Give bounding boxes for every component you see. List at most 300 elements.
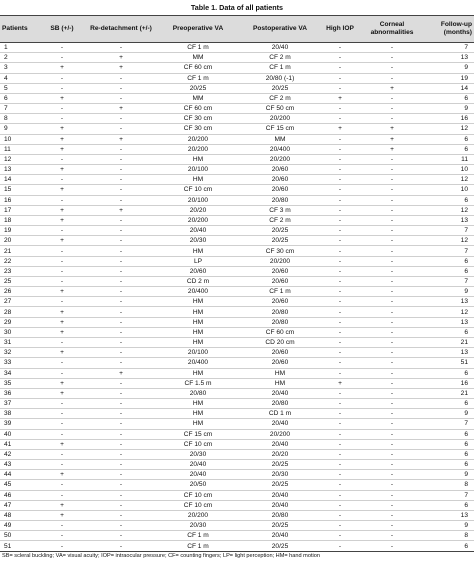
table-row: [0, 144, 474, 154]
cell-redetachment: -: [86, 490, 156, 500]
table-row: [0, 226, 474, 236]
cell-postoperative-va: 20/80: [240, 317, 320, 327]
cell-high-iop: -: [320, 388, 360, 398]
cell-postoperative-va: CF 2 m: [240, 215, 320, 225]
cell-follow-up: 6: [424, 460, 474, 470]
cell-redetachment: -: [86, 470, 156, 480]
cell-high-iop: -: [320, 541, 360, 551]
cell-sb: -: [38, 449, 86, 459]
cell-patient-id: 19: [0, 226, 38, 236]
cell-follow-up: 9: [424, 470, 474, 480]
cell-corneal-abnormalities: -: [360, 460, 424, 470]
cell-high-iop: -: [320, 429, 360, 439]
cell-patient-id: 13: [0, 165, 38, 175]
cell-redetachment: -: [86, 317, 156, 327]
cell-preoperative-va: HM: [156, 368, 240, 378]
table-row: [0, 276, 474, 286]
table-row: [0, 104, 474, 114]
table-row: [0, 307, 474, 317]
cell-postoperative-va: CF 60 cm: [240, 327, 320, 337]
cell-preoperative-va: HM: [156, 317, 240, 327]
cell-follow-up: 11: [424, 154, 474, 164]
cell-patient-id: 8: [0, 114, 38, 124]
cell-redetachment: -: [86, 348, 156, 358]
cell-corneal-abnormalities: -: [360, 490, 424, 500]
cell-preoperative-va: HM: [156, 337, 240, 347]
cell-high-iop: -: [320, 449, 360, 459]
cell-sb: -: [38, 53, 86, 63]
cell-high-iop: +: [320, 378, 360, 388]
table-row: [0, 510, 474, 520]
cell-postoperative-va: 20/25: [240, 541, 320, 551]
cell-sb: +: [38, 93, 86, 103]
cell-postoperative-va: 20/25: [240, 226, 320, 236]
cell-corneal-abnormalities: -: [360, 399, 424, 409]
cell-high-iop: -: [320, 307, 360, 317]
cell-high-iop: -: [320, 205, 360, 215]
table-row: [0, 236, 474, 246]
cell-postoperative-va: 20/200: [240, 154, 320, 164]
cell-sb: +: [38, 510, 86, 520]
cell-redetachment: -: [86, 327, 156, 337]
table-row: [0, 185, 474, 195]
cell-high-iop: -: [320, 104, 360, 114]
cell-sb: -: [38, 429, 86, 439]
table-row: [0, 470, 474, 480]
cell-patient-id: 7: [0, 104, 38, 114]
cell-redetachment: -: [86, 93, 156, 103]
cell-patient-id: 11: [0, 144, 38, 154]
cell-redetachment: +: [86, 53, 156, 63]
cell-patient-id: 39: [0, 419, 38, 429]
cell-preoperative-va: HM: [156, 419, 240, 429]
cell-redetachment: -: [86, 521, 156, 531]
cell-postoperative-va: 20/200: [240, 256, 320, 266]
cell-patient-id: 10: [0, 134, 38, 144]
cell-redetachment: -: [86, 246, 156, 256]
patients-table: [0, 15, 474, 552]
cell-corneal-abnormalities: -: [360, 500, 424, 510]
cell-corneal-abnormalities: -: [360, 114, 424, 124]
cell-redetachment: -: [86, 541, 156, 551]
cell-corneal-abnormalities: -: [360, 419, 424, 429]
cell-corneal-abnormalities: -: [360, 358, 424, 368]
cell-follow-up: 12: [424, 175, 474, 185]
table-row: [0, 73, 474, 83]
cell-high-iop: -: [320, 266, 360, 276]
table-row: [0, 165, 474, 175]
cell-follow-up: 6: [424, 368, 474, 378]
cell-corneal-abnormalities: -: [360, 368, 424, 378]
cell-redetachment: -: [86, 439, 156, 449]
cell-high-iop: -: [320, 175, 360, 185]
cell-high-iop: -: [320, 460, 360, 470]
cell-sb: -: [38, 337, 86, 347]
cell-sb: -: [38, 246, 86, 256]
cell-follow-up: 7: [424, 246, 474, 256]
cell-high-iop: -: [320, 510, 360, 520]
cell-postoperative-va: 20/25: [240, 521, 320, 531]
cell-follow-up: 19: [424, 73, 474, 83]
cell-redetachment: -: [86, 266, 156, 276]
cell-patient-id: 35: [0, 378, 38, 388]
cell-sb: +: [38, 205, 86, 215]
cell-corneal-abnormalities: -: [360, 317, 424, 327]
header-preoperative-va: Preoperative VA: [156, 16, 240, 43]
cell-redetachment: -: [86, 460, 156, 470]
cell-patient-id: 15: [0, 185, 38, 195]
table-row: [0, 266, 474, 276]
cell-preoperative-va: CF 1 m: [156, 43, 240, 53]
table-row: [0, 429, 474, 439]
cell-corneal-abnormalities: +: [360, 144, 424, 154]
table-row: [0, 205, 474, 215]
cell-corneal-abnormalities: -: [360, 205, 424, 215]
cell-preoperative-va: CD 2 m: [156, 276, 240, 286]
table-row: [0, 449, 474, 459]
cell-corneal-abnormalities: -: [360, 266, 424, 276]
cell-preoperative-va: 20/40: [156, 460, 240, 470]
cell-high-iop: -: [320, 337, 360, 347]
cell-postoperative-va: 20/40: [240, 419, 320, 429]
cell-follow-up: 9: [424, 521, 474, 531]
table-row: [0, 297, 474, 307]
cell-redetachment: -: [86, 256, 156, 266]
cell-preoperative-va: 20/25: [156, 83, 240, 93]
table-row: [0, 480, 474, 490]
cell-follow-up: 12: [424, 236, 474, 246]
cell-high-iop: -: [320, 215, 360, 225]
cell-sb: +: [38, 378, 86, 388]
cell-preoperative-va: 20/50: [156, 480, 240, 490]
cell-postoperative-va: 20/25: [240, 83, 320, 93]
cell-patient-id: 41: [0, 439, 38, 449]
cell-corneal-abnormalities: -: [360, 297, 424, 307]
cell-sb: -: [38, 104, 86, 114]
cell-postoperative-va: 20/60: [240, 276, 320, 286]
cell-sb: +: [38, 307, 86, 317]
cell-postoperative-va: 20/60: [240, 165, 320, 175]
cell-patient-id: 31: [0, 337, 38, 347]
cell-follow-up: 6: [424, 93, 474, 103]
cell-postoperative-va: 20/80: [240, 510, 320, 520]
cell-preoperative-va: CF 60 cm: [156, 63, 240, 73]
cell-redetachment: -: [86, 297, 156, 307]
cell-high-iop: -: [320, 490, 360, 500]
cell-patient-id: 46: [0, 490, 38, 500]
cell-corneal-abnormalities: -: [360, 226, 424, 236]
cell-redetachment: -: [86, 195, 156, 205]
cell-preoperative-va: HM: [156, 327, 240, 337]
cell-preoperative-va: HM: [156, 409, 240, 419]
cell-patient-id: 22: [0, 256, 38, 266]
cell-redetachment: -: [86, 124, 156, 134]
cell-preoperative-va: 20/40: [156, 226, 240, 236]
cell-sb: -: [38, 195, 86, 205]
cell-follow-up: 8: [424, 531, 474, 541]
cell-postoperative-va: CF 50 cm: [240, 104, 320, 114]
cell-postoperative-va: 20/60: [240, 185, 320, 195]
cell-sb: +: [38, 134, 86, 144]
cell-follow-up: 16: [424, 378, 474, 388]
cell-redetachment: -: [86, 226, 156, 236]
cell-corneal-abnormalities: -: [360, 185, 424, 195]
cell-high-iop: -: [320, 500, 360, 510]
cell-corneal-abnormalities: -: [360, 236, 424, 246]
cell-corneal-abnormalities: -: [360, 510, 424, 520]
table-row: [0, 53, 474, 63]
cell-corneal-abnormalities: -: [360, 175, 424, 185]
cell-sb: +: [38, 500, 86, 510]
cell-patient-id: 47: [0, 500, 38, 510]
cell-preoperative-va: 20/40: [156, 470, 240, 480]
table-row: [0, 500, 474, 510]
cell-high-iop: -: [320, 236, 360, 246]
table-row: [0, 541, 474, 551]
cell-patient-id: 33: [0, 358, 38, 368]
cell-postoperative-va: 20/60: [240, 297, 320, 307]
cell-high-iop: -: [320, 297, 360, 307]
cell-preoperative-va: 20/60: [156, 266, 240, 276]
cell-high-iop: -: [320, 419, 360, 429]
cell-preoperative-va: 20/100: [156, 195, 240, 205]
cell-patient-id: 51: [0, 541, 38, 551]
cell-postoperative-va: 20/40: [240, 439, 320, 449]
table-row: [0, 358, 474, 368]
cell-sb: -: [38, 541, 86, 551]
cell-patient-id: 30: [0, 327, 38, 337]
table-header-row: [0, 16, 474, 43]
cell-postoperative-va: CD 1 m: [240, 409, 320, 419]
cell-high-iop: +: [320, 93, 360, 103]
cell-corneal-abnormalities: -: [360, 246, 424, 256]
cell-postoperative-va: 20/200: [240, 429, 320, 439]
cell-patient-id: 27: [0, 297, 38, 307]
cell-patient-id: 49: [0, 521, 38, 531]
header-follow-up: Follow-up (months): [424, 16, 474, 43]
cell-corneal-abnormalities: +: [360, 134, 424, 144]
cell-sb: -: [38, 114, 86, 124]
cell-preoperative-va: HM: [156, 175, 240, 185]
table-row: [0, 175, 474, 185]
cell-high-iop: -: [320, 43, 360, 53]
cell-corneal-abnormalities: -: [360, 337, 424, 347]
cell-redetachment: -: [86, 287, 156, 297]
cell-preoperative-va: LP: [156, 256, 240, 266]
cell-redetachment: -: [86, 43, 156, 53]
cell-preoperative-va: 20/400: [156, 358, 240, 368]
cell-sb: -: [38, 83, 86, 93]
cell-postoperative-va: 20/60: [240, 266, 320, 276]
cell-sb: -: [38, 43, 86, 53]
table-row: [0, 337, 474, 347]
cell-postoperative-va: 20/40: [240, 500, 320, 510]
cell-sb: -: [38, 256, 86, 266]
cell-preoperative-va: 20/100: [156, 348, 240, 358]
cell-redetachment: -: [86, 337, 156, 347]
cell-follow-up: 7: [424, 490, 474, 500]
cell-redetachment: +: [86, 63, 156, 73]
cell-high-iop: -: [320, 399, 360, 409]
cell-high-iop: -: [320, 480, 360, 490]
cell-corneal-abnormalities: -: [360, 409, 424, 419]
cell-high-iop: -: [320, 185, 360, 195]
cell-postoperative-va: 20/40: [240, 490, 320, 500]
cell-sb: +: [38, 165, 86, 175]
cell-follow-up: 6: [424, 399, 474, 409]
cell-sb: -: [38, 480, 86, 490]
cell-high-iop: -: [320, 73, 360, 83]
cell-follow-up: 7: [424, 43, 474, 53]
header-redetachment: Re-detachment (+/-): [86, 16, 156, 43]
cell-high-iop: -: [320, 287, 360, 297]
table-row: [0, 399, 474, 409]
cell-preoperative-va: 20/100: [156, 165, 240, 175]
table-row: [0, 246, 474, 256]
cell-corneal-abnormalities: -: [360, 93, 424, 103]
cell-patient-id: 38: [0, 409, 38, 419]
cell-patient-id: 29: [0, 317, 38, 327]
cell-patient-id: 5: [0, 83, 38, 93]
cell-patient-id: 50: [0, 531, 38, 541]
table-row: [0, 256, 474, 266]
cell-postoperative-va: 20/25: [240, 236, 320, 246]
table-row: [0, 317, 474, 327]
cell-high-iop: -: [320, 246, 360, 256]
cell-patient-id: 40: [0, 429, 38, 439]
cell-follow-up: 21: [424, 337, 474, 347]
cell-high-iop: -: [320, 439, 360, 449]
cell-high-iop: -: [320, 195, 360, 205]
cell-follow-up: 8: [424, 480, 474, 490]
cell-postoperative-va: CD 20 cm: [240, 337, 320, 347]
cell-follow-up: 13: [424, 317, 474, 327]
cell-follow-up: 9: [424, 409, 474, 419]
cell-postoperative-va: 20/30: [240, 470, 320, 480]
table-row: [0, 215, 474, 225]
cell-high-iop: -: [320, 409, 360, 419]
header-sb: SB (+/-): [38, 16, 86, 43]
cell-postoperative-va: 20/80 (-1): [240, 73, 320, 83]
header-corneal-abnormalities: Corneal abnormalities: [360, 16, 424, 43]
cell-postoperative-va: HM: [240, 368, 320, 378]
cell-corneal-abnormalities: -: [360, 449, 424, 459]
cell-sb: +: [38, 144, 86, 154]
cell-postoperative-va: 20/25: [240, 460, 320, 470]
cell-preoperative-va: 20/200: [156, 510, 240, 520]
cell-corneal-abnormalities: -: [360, 480, 424, 490]
table-row: [0, 124, 474, 134]
cell-high-iop: -: [320, 317, 360, 327]
cell-sb: -: [38, 73, 86, 83]
cell-sb: +: [38, 470, 86, 480]
cell-postoperative-va: 20/40: [240, 388, 320, 398]
cell-follow-up: 14: [424, 83, 474, 93]
cell-corneal-abnormalities: -: [360, 43, 424, 53]
cell-preoperative-va: 20/400: [156, 287, 240, 297]
table-row: [0, 327, 474, 337]
cell-redetachment: -: [86, 175, 156, 185]
cell-preoperative-va: CF 30 cm: [156, 124, 240, 134]
cell-preoperative-va: CF 15 cm: [156, 429, 240, 439]
cell-redetachment: -: [86, 409, 156, 419]
cell-postoperative-va: 20/60: [240, 348, 320, 358]
cell-high-iop: +: [320, 124, 360, 134]
cell-corneal-abnormalities: -: [360, 470, 424, 480]
cell-follow-up: 12: [424, 124, 474, 134]
cell-sb: +: [38, 185, 86, 195]
cell-high-iop: -: [320, 134, 360, 144]
cell-postoperative-va: CF 2 m: [240, 93, 320, 103]
cell-postoperative-va: 20/40: [240, 531, 320, 541]
cell-patient-id: 28: [0, 307, 38, 317]
cell-high-iop: -: [320, 276, 360, 286]
cell-redetachment: -: [86, 144, 156, 154]
cell-patient-id: 36: [0, 388, 38, 398]
cell-sb: +: [38, 124, 86, 134]
cell-corneal-abnormalities: -: [360, 256, 424, 266]
table-row: [0, 114, 474, 124]
cell-redetachment: -: [86, 480, 156, 490]
cell-patient-id: 44: [0, 470, 38, 480]
cell-preoperative-va: CF 10 cm: [156, 490, 240, 500]
cell-high-iop: -: [320, 358, 360, 368]
cell-redetachment: -: [86, 185, 156, 195]
cell-follow-up: 6: [424, 327, 474, 337]
cell-corneal-abnormalities: -: [360, 378, 424, 388]
cell-corneal-abnormalities: -: [360, 53, 424, 63]
cell-postoperative-va: 20/80: [240, 307, 320, 317]
cell-postoperative-va: CF 1 m: [240, 287, 320, 297]
cell-redetachment: -: [86, 83, 156, 93]
cell-preoperative-va: MM: [156, 53, 240, 63]
cell-follow-up: 13: [424, 215, 474, 225]
cell-high-iop: -: [320, 165, 360, 175]
cell-follow-up: 6: [424, 195, 474, 205]
cell-corneal-abnormalities: -: [360, 287, 424, 297]
cell-redetachment: -: [86, 531, 156, 541]
cell-corneal-abnormalities: -: [360, 531, 424, 541]
cell-preoperative-va: 20/30: [156, 236, 240, 246]
cell-postoperative-va: CF 15 cm: [240, 124, 320, 134]
cell-follow-up: 6: [424, 134, 474, 144]
cell-redetachment: -: [86, 399, 156, 409]
cell-corneal-abnormalities: -: [360, 73, 424, 83]
cell-sb: +: [38, 236, 86, 246]
cell-patient-id: 18: [0, 215, 38, 225]
cell-preoperative-va: CF 10 cm: [156, 500, 240, 510]
cell-postoperative-va: 20/40: [240, 43, 320, 53]
cell-patient-id: 23: [0, 266, 38, 276]
cell-redetachment: -: [86, 419, 156, 429]
cell-redetachment: -: [86, 114, 156, 124]
cell-redetachment: -: [86, 358, 156, 368]
cell-postoperative-va: 20/200: [240, 114, 320, 124]
cell-redetachment: -: [86, 215, 156, 225]
cell-redetachment: +: [86, 368, 156, 378]
cell-patient-id: 4: [0, 73, 38, 83]
header-high-iop: High IOP: [320, 16, 360, 43]
table-footnote: SB= scleral buckling; VA= visual acuity; IOP= intraocular pressure; CF= counting fingers; LP= light perception; HM= hand motion: [2, 552, 320, 559]
cell-redetachment: +: [86, 205, 156, 215]
cell-patient-id: 1: [0, 43, 38, 53]
cell-corneal-abnormalities: -: [360, 521, 424, 531]
table-row: [0, 43, 474, 53]
cell-high-iop: -: [320, 53, 360, 63]
cell-patient-id: 6: [0, 93, 38, 103]
cell-high-iop: -: [320, 521, 360, 531]
cell-redetachment: -: [86, 276, 156, 286]
